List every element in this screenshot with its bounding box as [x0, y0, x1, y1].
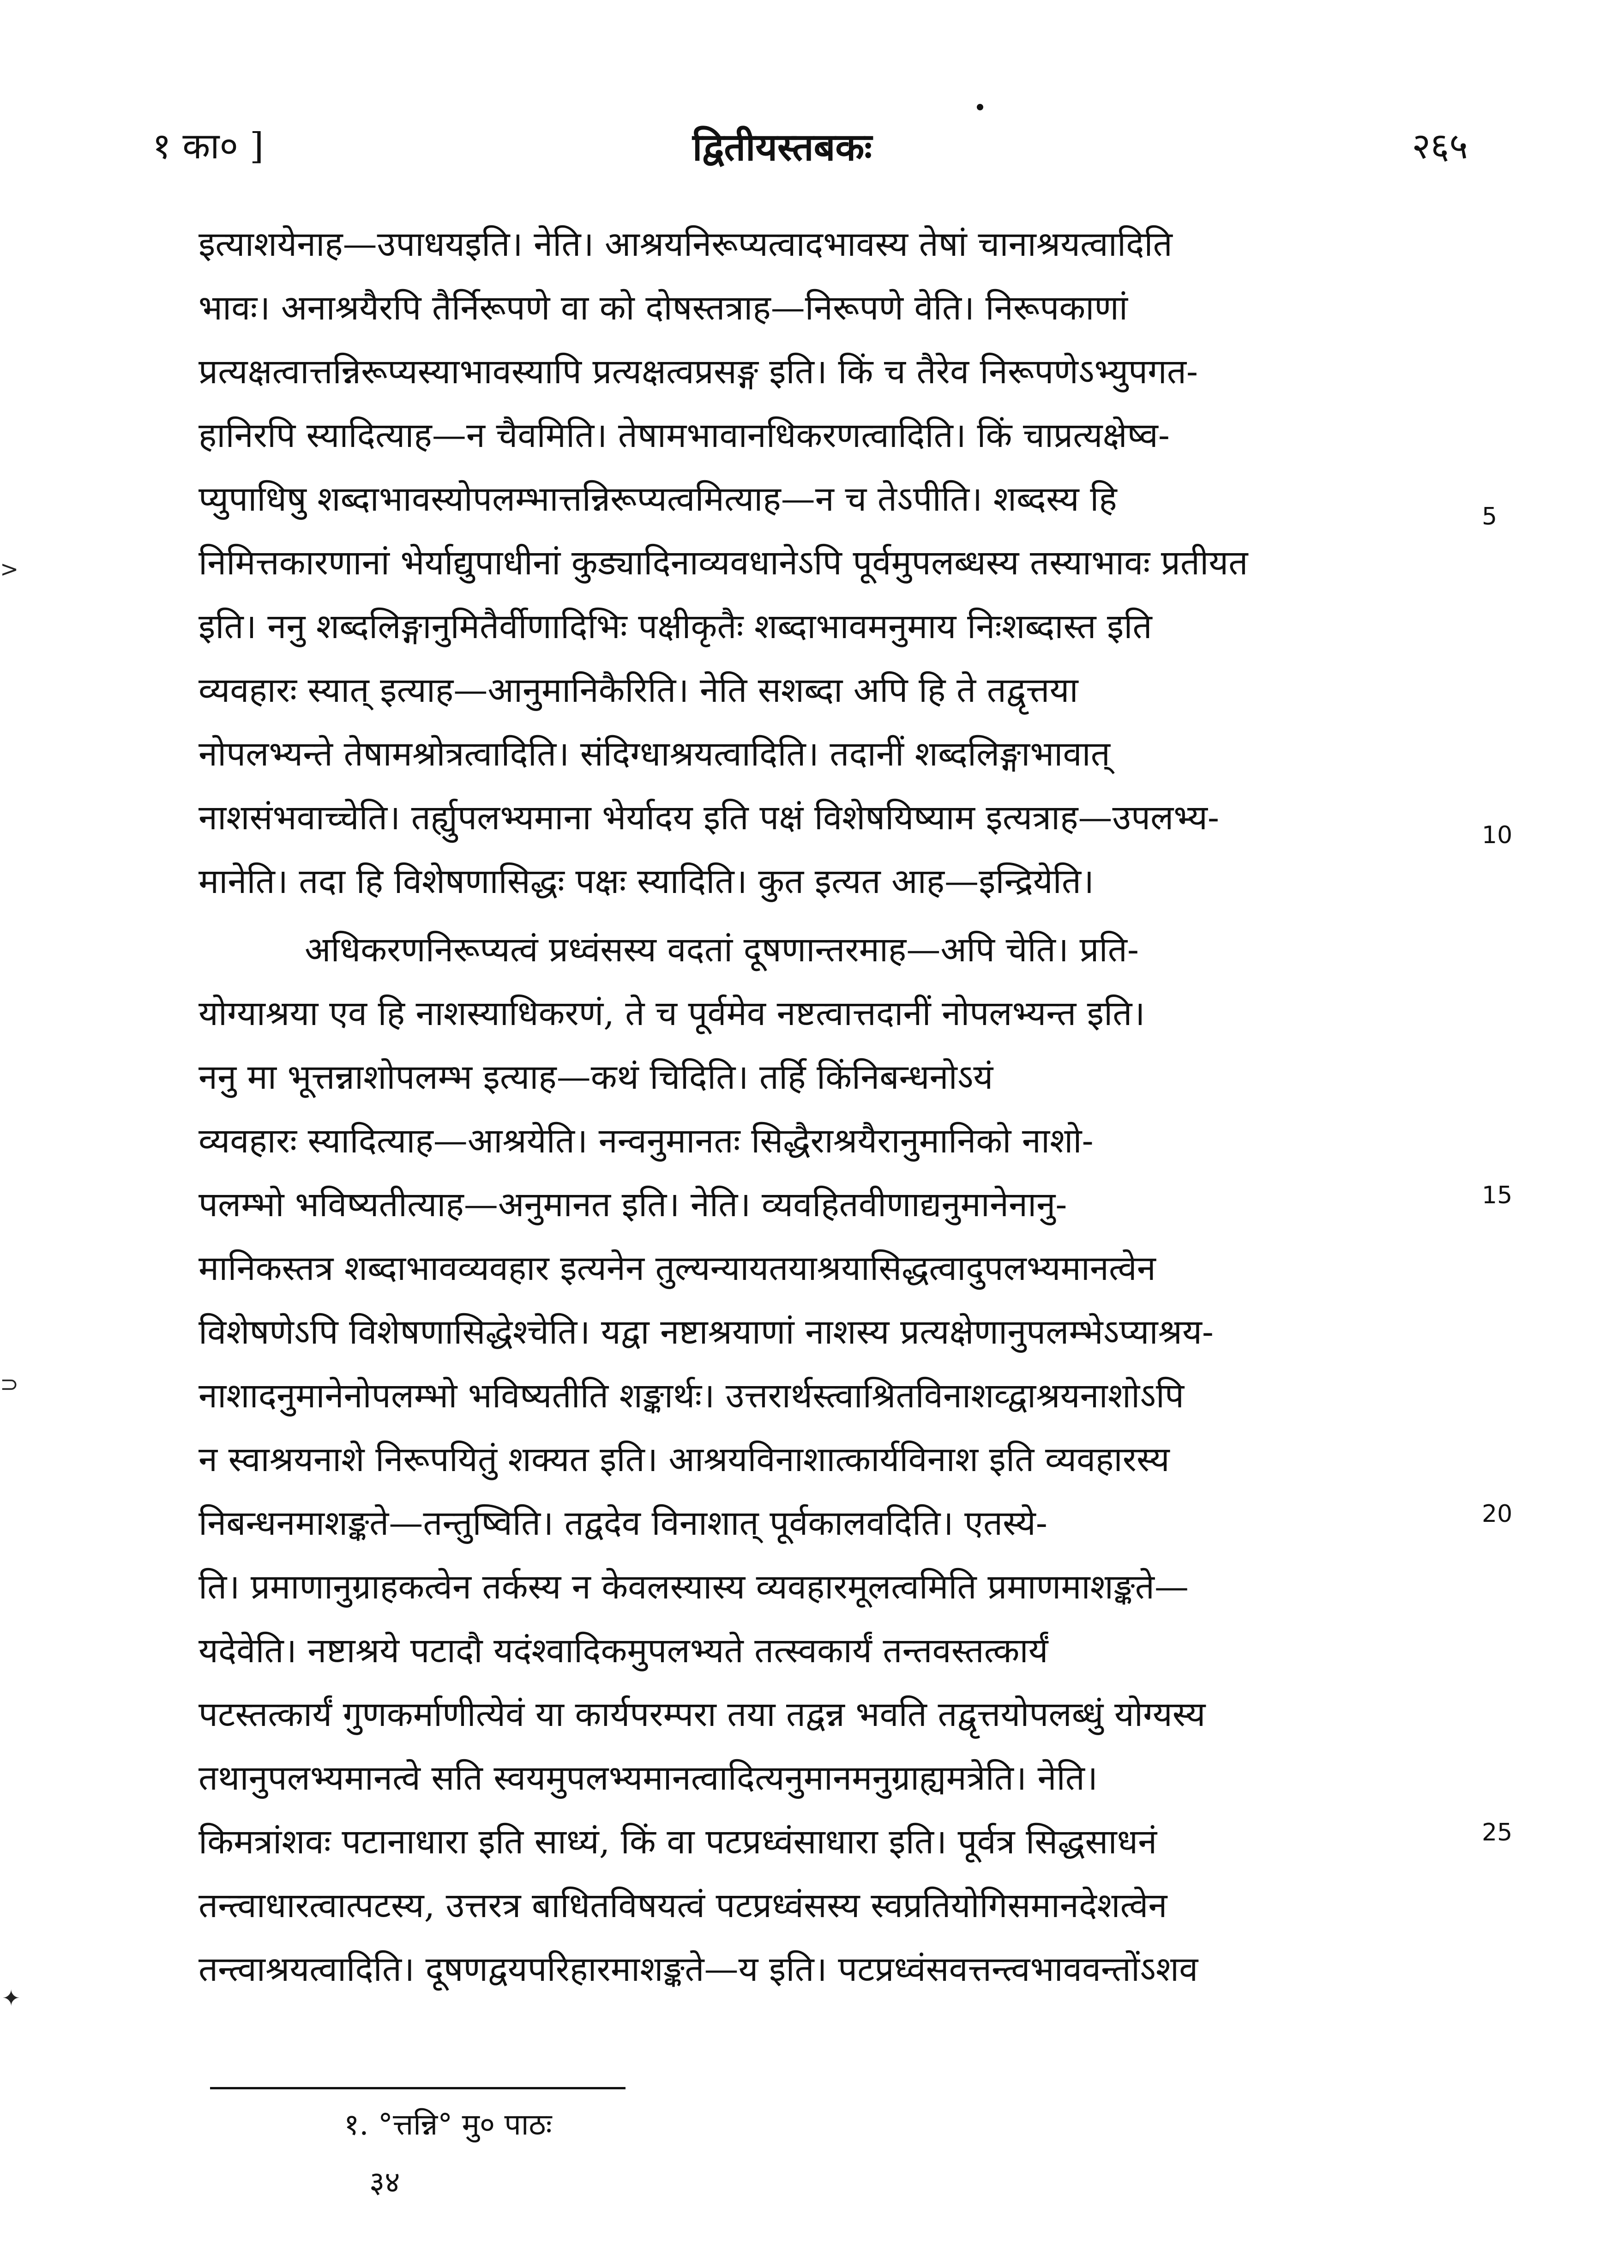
- text-line: विशेषणेऽपि विशेषणासिद्धेश्चेति। यद्वा नष्टाश्रयाणां नाशस्य प्रत्यक्षेणानुपलम्भेऽप्याश्रय-: [198, 1312, 1214, 1352]
- text-line: निबन्धनमाशङ्कते—तन्तुष्विति। तद्वदेव विनाशात् पूर्वकालवदिति। एतस्ये-: [198, 1503, 1047, 1543]
- text-line: पटस्तत्कार्यं गुणकर्माणीत्येवं या कार्यपरम्परा तया तद्वन्न भवति तद्वृत्तयोपलब्धुं योग्यस्य: [198, 1695, 1206, 1734]
- text-line: ति। प्रमाणानुग्राहकत्वेन तर्कस्य न केवलस्यास्य व्यवहारमूलत्वमिति प्रमाणमाशङ्कते—: [198, 1567, 1189, 1607]
- text-line: भावः। अनाश्रयैरपि तैर्निरूपणे वा को दोषस्तत्राह—निरूपणे वेति। निरूपकाणां: [198, 288, 1128, 328]
- margin-arrow-icon: ⊃: [0, 1371, 19, 1397]
- page-signature: ३४: [369, 2165, 400, 2200]
- line-number: 20: [1482, 1500, 1513, 1528]
- text-line: प्युपाधिषु शब्दाभावस्योपलम्भात्तन्निरूप्यत्वमित्याह—न च तेऽपीति। शब्दस्य हि: [198, 479, 1117, 519]
- text-line: पलम्भो भविष्यतीत्याह—अनुमानत इति। नेति। व्यवहितवीणाद्यनुमानेनानु-: [198, 1185, 1067, 1224]
- line-number: 10: [1482, 821, 1513, 849]
- page-number: २६५: [1412, 126, 1468, 167]
- text-line: व्यवहारः स्यात् इत्याह—आनुमानिकैरिति। नेति सशब्दा अपि हि ते तद्वृत्तया: [198, 670, 1078, 710]
- margin-marker-icon: ✦: [2, 1985, 21, 2011]
- running-title: द्वितीयस्तबकः: [692, 125, 872, 169]
- text-line: नाशादनुमानेनोपलम्भो भविष्यतीति शङ्कार्थः। उत्तरार्थस्त्वाश्रितविनाशव्द्वाश्रयनाशोऽपि: [198, 1376, 1185, 1416]
- text-line: मानेति। तदा हि विशेषणासिद्धः पक्षः स्यादिति। कुत इत्यत आह—इन्द्रियेति।: [198, 862, 1095, 901]
- text-line: ननु मा भूत्तन्नाशोपलम्भ इत्याह—कथं चिदिति। तर्हि किंनिबन्धनोऽयं: [198, 1057, 993, 1097]
- text-line: व्यवहारः स्यादित्याह—आश्रयेति। नन्वनुमानतः सिद्धैराश्रयैरानुमानिको नाशो-: [198, 1121, 1094, 1161]
- text-line: इत्याशयेनाह—उपाधयइति। नेति। आश्रयनिरूप्यत्वादभावस्य तेषां चानाश्रयत्वादिति: [198, 224, 1173, 264]
- ink-dot: [977, 104, 983, 110]
- text-line: नोपलभ्यन्ते तेषामश्रोत्रत्वादिति। संदिग्धाश्रयत्वादिति। तदानीं शब्दलिङ्गाभावात्: [198, 734, 1110, 774]
- text-line: किमत्रांशवः पटानाधारा इति साध्यं, किं वा पटप्रध्वंसाधारा इति। पूर्वत्र सिद्धसाधनं: [198, 1822, 1157, 1862]
- body-text: [198, 212, 1482, 2001]
- text-line: तथानुपलभ्यमानत्वे सति स्वयमुपलभ्यमानत्वादित्यनुमानमनुग्राह्यमत्रेति। नेति।: [198, 1758, 1098, 1798]
- text-line: न स्वाश्रयनाशे निरूपयितुं शक्यत इति। आश्रयविनाशात्कार्यविनाश इति व्यवहारस्य: [198, 1440, 1170, 1479]
- text-line: निमित्तकारणानां भेर्याद्युपाधीनां कुड्यादिनाव्यवधानेऽपि पूर्वमुपलब्धस्य तस्याभावः प्रतीयत: [198, 543, 1248, 583]
- text-line: तन्त्वाश्रयत्वादिति। दूषणद्वयपरिहारमाशङ्कते—य इति। पटप्रध्वंसवत्तन्त्वभाववन्तोंऽशव: [198, 1949, 1198, 1989]
- line-number: 15: [1482, 1182, 1513, 1209]
- line-number: 5: [1482, 503, 1498, 531]
- text-line: नाशसंभवाच्चेति। तर्ह्युपलभ्यमाना भेर्यादय इति पक्षं विशेषयिष्याम इत्यत्राह—उपलभ्य-: [198, 798, 1219, 838]
- text-line: हानिरपि स्यादित्याह—न चैवमिति। तेषामभावानधिकरणत्वादिति। किं चाप्रत्यक्षेष्व-: [198, 416, 1170, 455]
- text-line: मानिकस्तत्र शब्दाभावव्यवहार इत्यनेन तुल्यन्यायतयाश्रयासिद्धत्वादुपलभ्यमानत्वेन: [198, 1249, 1156, 1288]
- text-line: इति। ननु शब्दलिङ्गानुमितैर्वीणादिभिः पक्षीकृतैः शब्दाभावमनुमाय निःशब्दास्त इति: [198, 607, 1152, 646]
- text-line: तन्त्वाधारत्वात्पटस्य, उत्तरत्र बाधितविषयत्वं पटप्रध्वंसस्य स्वप्रतियोगिसमानदेशत्वेन: [198, 1886, 1167, 1925]
- line-number: 25: [1482, 1819, 1513, 1846]
- text-line: अधिकरणनिरूप्यत्वं प्रध्वंसस्य वदतां दूषणान्तरमाह—अपि चेति। प्रति-: [305, 930, 1139, 970]
- footnote: १. °त्तन्नि° मु० पाठः: [344, 2108, 552, 2142]
- section-marker: १ का० ]: [152, 126, 264, 167]
- text-line: प्रत्यक्षत्वात्तन्निरूप्यस्याभावस्यापि प्रत्यक्षत्वप्रसङ्ग इति। किं च तैरेव निरूपणेऽभ्युपगत-: [198, 352, 1198, 392]
- margin-arrow-icon: >: [0, 556, 19, 582]
- page-header: [152, 120, 1468, 185]
- footnote-rule: [210, 2087, 626, 2089]
- text-line: योग्याश्रया एव हि नाशस्याधिकरणं, ते च पूर्वमेव नष्टत्वात्तदानीं नोपलभ्यन्त इति।: [198, 994, 1145, 1033]
- text-line: यदेवेति। नष्टाश्रये पटादौ यदंश्वादिकमुपलभ्यते तत्स्वकार्यं तन्तवस्तत्कार्यं: [198, 1631, 1048, 1671]
